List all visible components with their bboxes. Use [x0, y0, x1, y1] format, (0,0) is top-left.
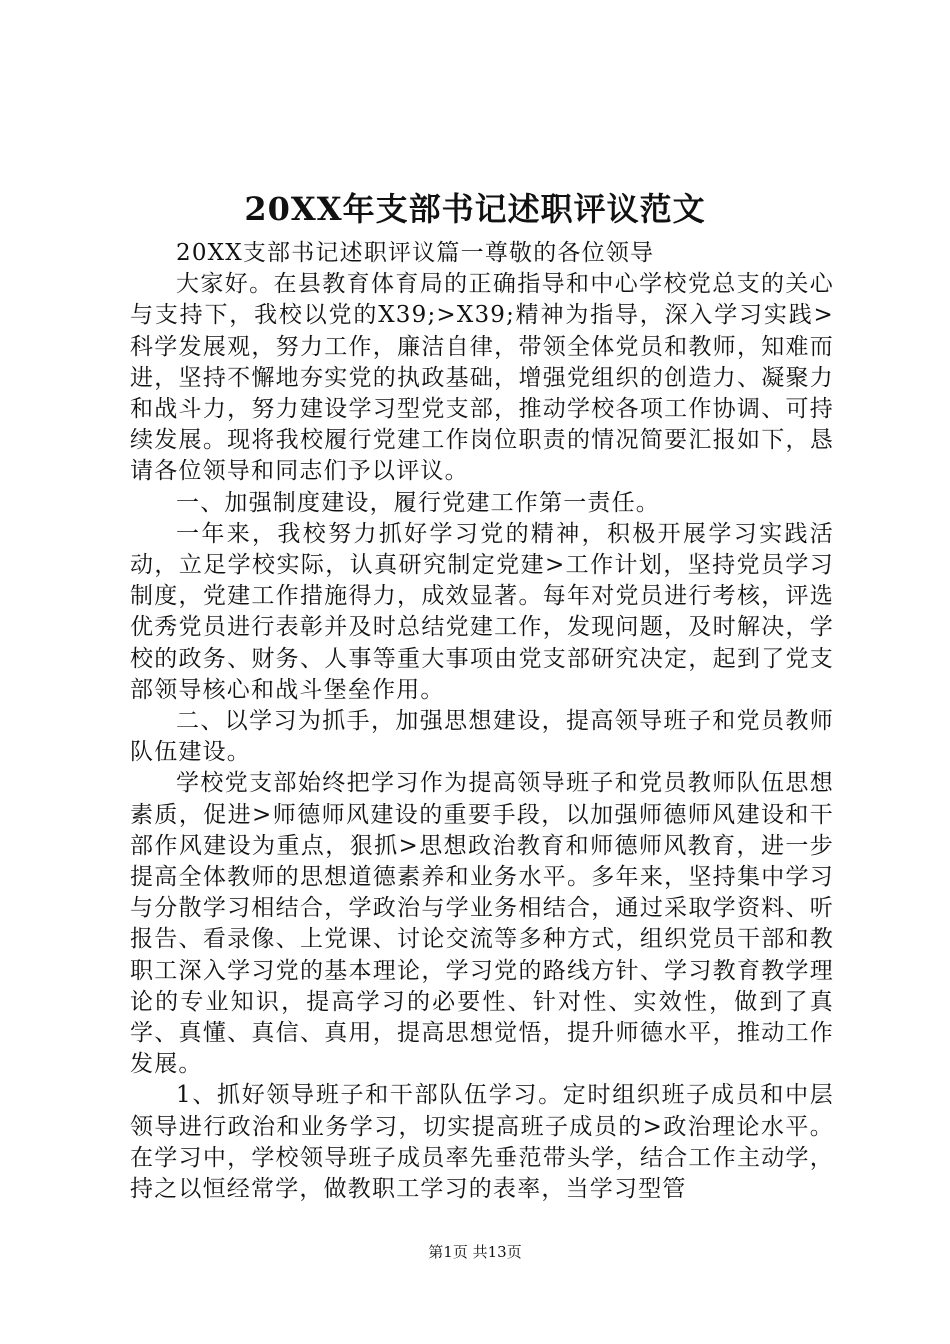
paragraph-section-2: 学校党支部始终把学习作为提高领导班子和党员教师队伍思想素质，促进>师德师风建设的重要手段，以加强师德师风建设和干部作风建设为重点，狠抓>思想政治教育和师德师风教育，进一步提高全体教师的思想道德素养和业务水平。多年来，坚持集中学习与分散学习相结合，学政治与学业务相结合，通过采取学资料、听报告、看录像、上党课、讨论交流等多种方式，组织党员干部和教职工深入学习党的基本理论，学习党的路线方针、学习教育教学理论的专业知识，提高学习的必要性、针对性、实效性，做到了真学、真懂、真信、真用，提高思想觉悟，提升师德水平，推动工作发展。 [130, 770, 834, 1078]
paragraph-section-1: 一年来，我校努力抓好学习党的精神，积极开展学习实践活动，立足学校实际，认真研究制定党建>工作计划，坚持党员学习制度，党建工作措施得力，成效显著。每年对党员进行考核，评选优秀党员进行表彰并及时总结党建工作，发现问题，及时解决，学校的政务、财务、人事等重大事项由党支部研究决定，起到了党支部领导核心和战斗堡垒作用。 [130, 520, 834, 703]
document-title: 20XX年支部书记述职评议范文 [244, 190, 706, 228]
paragraph-intro: 20XX支部书记述职评议篇一尊敬的各位领导 [176, 240, 655, 266]
section-heading-1: 一、加强制度建设，履行党建工作第一责任。 [176, 489, 660, 516]
section-heading-2: 二、以学习为抓手，加强思想建设，提高领导班子和党员教师队伍建设。 [130, 708, 834, 766]
paragraph-greeting: 大家好。在县教育体育局的正确指导和中心学校党总支的关心与支持下，我校以党的X39;>X39;精神为指导，深入学习实践>科学发展观，努力工作，廉洁自律，带领全体党员和教师，知难而进，坚持不懈地夯实党的执政基础，增强党组织的创造力、凝聚力和战斗力，努力建设学习型党支部，推动学校各项工作协调、可持续发展。现将我校履行党建工作岗位职责的情况简要汇报如下，恳请各位领导和同志们予以评议。 [130, 271, 834, 485]
page-number-footer: 第1页 共13页 [428, 1243, 522, 1261]
document-body [130, 238, 834, 1205]
paragraph-item-1: 1、抓好领导班子和干部队伍学习。定时组织班子成员和中层领导进行政治和业务学习，切实提高班子成员的>政治理论水平。在学习中，学校领导班子成员率先垂范带头学，结合工作主动学，持之以恒经常学，做教职工学习的表率，当学习型管 [130, 1082, 834, 1203]
